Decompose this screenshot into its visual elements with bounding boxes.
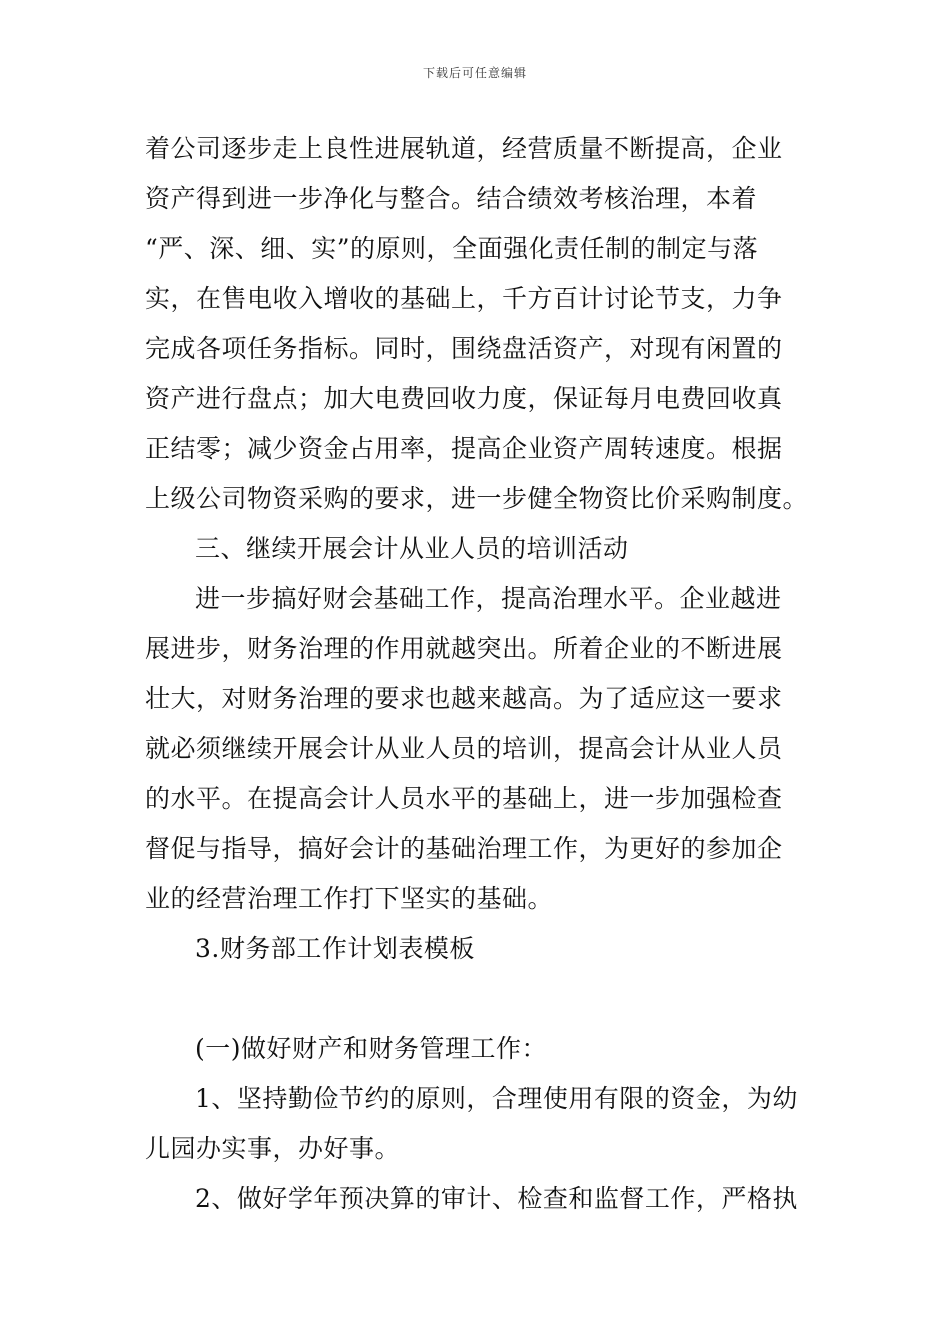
body-line: 的水平。在提高会计人员水平的基础上，进一步加强检查 bbox=[145, 784, 783, 813]
body-line: 完成各项任务指标。同时，围绕盘活资产，对现有闲置的 bbox=[145, 334, 783, 363]
page-header: 下载后可任意编辑 bbox=[422, 66, 527, 80]
body-line: 资产得到进一步净化与整合。结合绩效考核治理，本着 bbox=[145, 184, 758, 213]
body-line: 就必须继续开展会计从业人员的培训，提高会计从业人员 bbox=[145, 734, 783, 763]
section-title: 3.财务部工作计划表模板 bbox=[195, 934, 475, 963]
subsection-heading: (一)做好财产和财务管理工作： bbox=[195, 1034, 548, 1063]
list-item-continuation: 儿园办实事，办好事。 bbox=[145, 1134, 401, 1163]
body-line: 上级公司物资采购的要求，进一步健全物资比价采购制度。 bbox=[145, 484, 809, 513]
body-line: 壮大，对财务治理的要求也越来越高。为了适应这一要求 bbox=[145, 684, 783, 713]
section-heading: 三、继续开展会计从业人员的培训活动 bbox=[195, 534, 629, 563]
body-line: 正结零；减少资金占用率，提高企业资产周转速度。根据 bbox=[145, 434, 783, 463]
list-item: 1、坚持勤俭节约的原则，合理使用有限的资金，为幼 bbox=[195, 1084, 798, 1113]
body-line: 进一步搞好财会基础工作，提高治理水平。企业越进 bbox=[195, 584, 782, 613]
body-line: 展进步，财务治理的作用就越突出。所着企业的不断进展 bbox=[145, 634, 783, 663]
body-line: “严、深、细、实”的原则，全面强化责任制的制定与落 bbox=[145, 234, 759, 263]
body-line: 着公司逐步走上良性进展轨道，经营质量不断提高，企业 bbox=[145, 134, 783, 163]
body-line: 业的经营治理工作打下坚实的基础。 bbox=[145, 884, 554, 913]
body-line: 实，在售电收入增收的基础上，千方百计讨论节支，力争 bbox=[145, 284, 783, 313]
body-line: 资产进行盘点；加大电费回收力度，保证每月电费回收真 bbox=[145, 384, 783, 413]
list-item: 2、做好学年预决算的审计、检查和监督工作，严格执 bbox=[195, 1184, 798, 1213]
body-line: 督促与指导，搞好会计的基础治理工作，为更好的参加企 bbox=[145, 834, 783, 863]
